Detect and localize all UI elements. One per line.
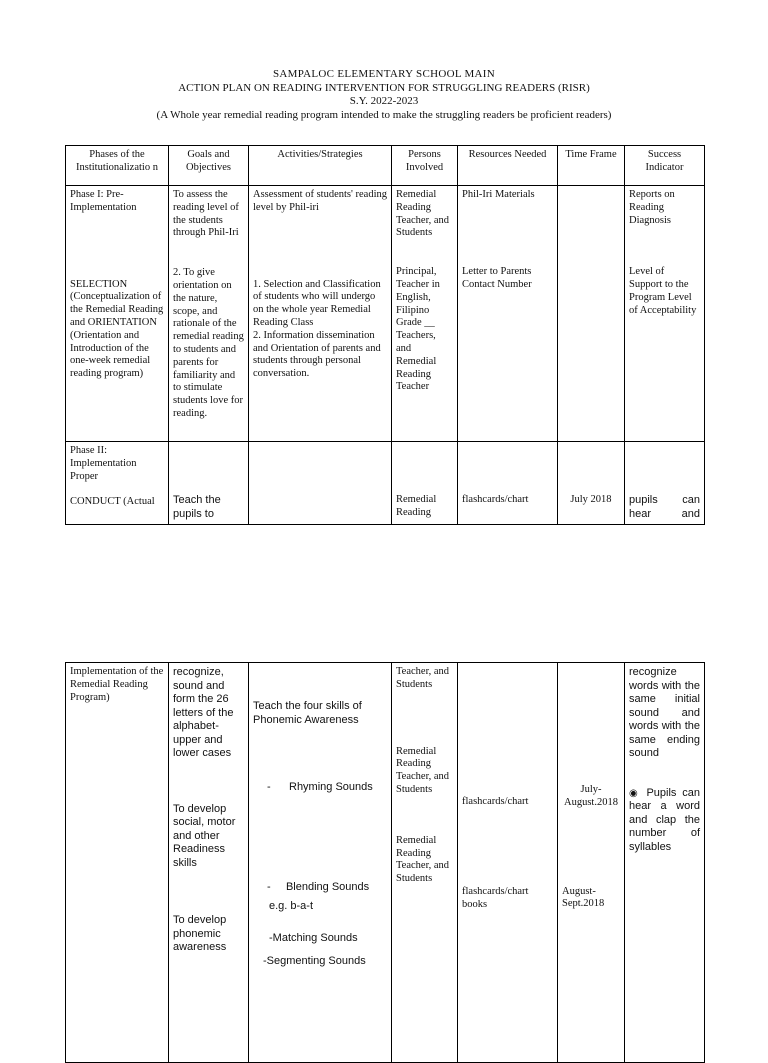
phase2-persons-cell — [392, 442, 458, 525]
action-plan-table-page2 — [65, 662, 705, 1063]
persons-phase1: Remedial Reading Teacher, and Students — [396, 189, 450, 239]
persons-continued-cell — [392, 663, 458, 1063]
resources-letter: Letter to Parents Contact Number — [462, 265, 532, 290]
phase2-time-cell — [558, 442, 625, 525]
goal-social-motor: To develop social, motor and other Readiness skills — [173, 802, 236, 869]
time-july: July 2018 — [570, 494, 612, 505]
time-continued-cell — [558, 663, 625, 1063]
phase1-label: Phase I: Pre-Implementation — [70, 189, 137, 213]
col-header-activities: Activities/Strategies — [249, 146, 392, 186]
goal-phonemic: To develop phonemic awareness — [173, 914, 227, 953]
selection-orientation-label: SELECTION (Conceptualization of the Remedial Reading and ORIENTATION (Orientation and Introduction of the one-week remedial reading program) — [70, 278, 164, 380]
phase2-cell — [66, 442, 169, 525]
persons-teacher-students: Teacher, and Students — [396, 666, 450, 690]
activity-cell — [249, 186, 392, 442]
school-name: SAMPALOC ELEMENTARY SCHOOL MAIN — [272, 68, 496, 80]
time-august-sept: August-Sept.2018 — [562, 885, 605, 910]
activity-rhyming: - Rhyming Sounds — [267, 781, 373, 793]
activity-segmenting: -Segmenting Sounds — [263, 955, 366, 967]
indicator-hear: pupils can hear and — [629, 494, 700, 520]
phase2-resources-cell — [458, 442, 558, 525]
resources-flashcards-books: flashcards/chart books — [462, 885, 529, 910]
bullet-icon: ◉ — [629, 787, 647, 799]
activity-assessment: Assessment of students' reading level by Phil-iri — [253, 189, 387, 213]
phase2-label: Phase II: Implementation Proper — [70, 445, 137, 482]
indicator-syllables-text: Pupils can hear a word and clap the number of syllables — [629, 786, 700, 853]
goal-cell — [169, 186, 249, 442]
action-plan-table-page1 — [65, 145, 705, 525]
activity-example: e.g. b-a-t — [269, 900, 314, 912]
phase2-goal-cell — [169, 442, 249, 525]
activities-continued-cell — [249, 663, 392, 1063]
goal-orientation: 2. To give orientation on the nature, scope, and rationale of the remedial reading to students and parents for familiarity and to stimulate students love for reading. — [173, 267, 244, 419]
indicator-syllables — [629, 787, 700, 855]
time-cell — [558, 186, 625, 442]
activity-matching: -Matching Sounds — [269, 931, 358, 944]
goal-teach: Teach the pupils to — [173, 494, 221, 520]
activity-dissemination: 2. Information dissemination and Orientation of parents and students through personal conversation. — [253, 329, 381, 380]
col-header-time: Time Frame — [558, 146, 625, 186]
persons-blending: Remedial Reading Teacher, and Students — [396, 834, 450, 885]
indicator-support: Level of Support to the Program Level of Acceptability — [629, 266, 697, 316]
persons-cell — [392, 186, 458, 442]
goal-recognize: recognize, sound and form the 26 letters of the alphabet-upper and lower cases — [173, 666, 234, 759]
implementation-label: Implementation of the Remedial Reading Program) — [70, 666, 164, 703]
activity-four-skills: Teach the four skills of Phonemic Awareness — [253, 700, 362, 726]
indicator-cell — [625, 186, 705, 442]
persons-rhyming: Remedial Reading Teacher, and Students — [396, 745, 450, 795]
phase-cell — [66, 186, 169, 442]
plan-title: ACTION PLAN ON READING INTERVENTION FOR STRUGGLING READERS (RISR) — [178, 81, 590, 94]
persons-selection: Principal, Teacher in English, Filipino Grade __ Teachers, and Remedial Reading Teacher — [396, 266, 440, 393]
school-year: S.Y. 2022-2023 — [349, 95, 419, 107]
activity-blending: - Blending Sounds — [267, 880, 370, 893]
phase2-indicator-cell — [625, 442, 705, 525]
col-header-indicator: Success Indicator — [625, 146, 705, 186]
indicator-reports: Reports on Reading Diagnosis — [629, 189, 675, 226]
resources-flashcards: flashcards/chart — [462, 494, 529, 505]
table-row-phase2 — [66, 442, 705, 525]
goal-assess: To assess the reading level of the students through Phil-Iri — [173, 189, 239, 239]
table-row-phase1 — [66, 186, 705, 442]
resources-cell — [458, 186, 558, 442]
indicator-initial-sound: recognize words with the same initial sound and words with the same ending sound — [629, 666, 700, 759]
indicator-continued-cell — [625, 663, 705, 1063]
col-header-resources: Resources Needed — [458, 146, 558, 186]
activity-selection: 1. Selection and Classification of students who will undergo on the whole year Remedial Reading Class — [253, 278, 381, 328]
resources-phil-iri: Phil-Iri Materials — [462, 189, 535, 200]
table-row-continued — [66, 663, 705, 1063]
plan-description: (A Whole year remedial reading program intended to make the struggling readers be proficient readers) — [156, 108, 612, 121]
phase-continued-cell — [66, 663, 169, 1063]
resources-continued-cell — [458, 663, 558, 1063]
persons-remedial: Remedial Reading — [396, 494, 437, 518]
col-header-persons: Persons Involved — [392, 146, 458, 186]
conduct-label: CONDUCT (Actual — [70, 496, 155, 508]
phase2-activity-cell — [249, 442, 392, 525]
resources-flashcards-2: flashcards/chart — [462, 796, 529, 807]
col-header-goals: Goals and Objectives — [169, 146, 249, 186]
time-july-august: July-August.2018 — [564, 784, 618, 808]
goals-continued-cell — [169, 663, 249, 1063]
table-header-row — [66, 146, 705, 186]
document-header — [0, 68, 768, 122]
col-header-phases: Phases of the Institutionalizatio n — [66, 146, 169, 186]
